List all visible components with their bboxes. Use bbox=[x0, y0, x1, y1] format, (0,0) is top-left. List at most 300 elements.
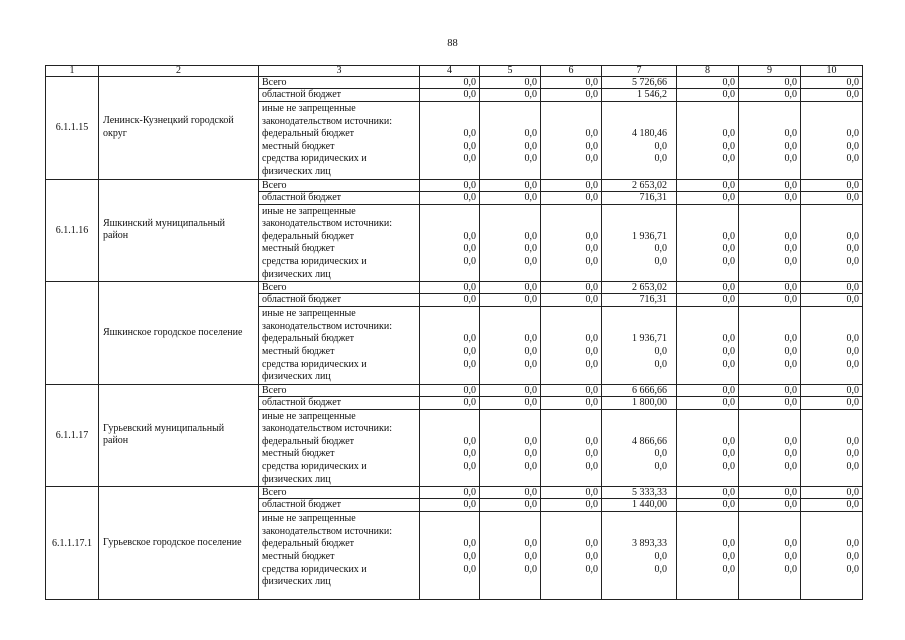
value-line: 0,0 bbox=[654, 358, 667, 370]
blank-line bbox=[602, 576, 667, 589]
value-cell-block bbox=[420, 409, 480, 487]
value-line: 0,0 bbox=[784, 551, 797, 563]
column-number: 6 bbox=[541, 66, 602, 77]
blank-line bbox=[677, 411, 735, 424]
value-cell: 0,0 bbox=[480, 294, 541, 307]
value-line: 0,0 bbox=[846, 551, 859, 563]
value-line: 0,0 bbox=[585, 230, 598, 242]
column-number: 7 bbox=[602, 66, 677, 77]
blank-line bbox=[420, 423, 476, 436]
value-line: 0,0 bbox=[784, 230, 797, 242]
value-cell-block bbox=[480, 204, 541, 282]
value-cell: 716,31 bbox=[602, 191, 677, 204]
value-line: 0,0 bbox=[585, 358, 598, 370]
value-line: 0,0 bbox=[585, 538, 598, 550]
column-number: 5 bbox=[480, 66, 541, 77]
value-cell: 0,0 bbox=[541, 499, 602, 512]
blank-line bbox=[801, 576, 859, 589]
value-cell-block bbox=[420, 102, 480, 180]
blank-line bbox=[480, 411, 537, 424]
value-line: 0,0 bbox=[784, 243, 797, 255]
value-cell-block bbox=[602, 307, 677, 385]
value-cell-block bbox=[739, 512, 801, 600]
value-line: 0,0 bbox=[463, 140, 476, 152]
group-name bbox=[99, 77, 259, 180]
value-line: 0,0 bbox=[846, 358, 859, 370]
row-label-line: местный бюджет bbox=[262, 140, 335, 152]
value-cell: 0,0 bbox=[480, 89, 541, 102]
blank-line bbox=[739, 423, 797, 436]
group-name-line: район bbox=[103, 230, 129, 242]
value-cell-block bbox=[677, 512, 739, 600]
blank-line bbox=[602, 103, 667, 116]
blank-line bbox=[801, 423, 859, 436]
value-line: 0,0 bbox=[524, 128, 537, 140]
blank-line bbox=[420, 206, 476, 219]
blank-line bbox=[480, 116, 537, 129]
blank-line bbox=[480, 269, 537, 282]
value-line: 0,0 bbox=[846, 461, 859, 473]
row-label-block bbox=[259, 204, 420, 282]
value-cell-block bbox=[541, 204, 602, 282]
value-cell: 0,0 bbox=[420, 179, 480, 191]
value-cell: 0,0 bbox=[541, 77, 602, 89]
value-line: 0,0 bbox=[846, 448, 859, 460]
group-name-line: Гурьевский муниципальный bbox=[103, 422, 225, 434]
value-cell: 0,0 bbox=[480, 384, 541, 396]
blank-line bbox=[677, 269, 735, 282]
group-name-line: Яшкинское городское поселение bbox=[103, 326, 243, 338]
value-cell: 0,0 bbox=[801, 89, 863, 102]
value-cell: 0,0 bbox=[480, 77, 541, 89]
blank-line bbox=[677, 166, 735, 179]
value-cell-block bbox=[541, 102, 602, 180]
group-name-line: Яшкинский муниципальный bbox=[103, 217, 226, 229]
row-label-line: местный бюджет bbox=[262, 448, 335, 460]
value-line: 0,0 bbox=[784, 461, 797, 473]
row-label-line: иные не запрещенные bbox=[262, 410, 356, 422]
value-line: 0,0 bbox=[463, 448, 476, 460]
row-label: Всего bbox=[259, 282, 420, 294]
blank-line bbox=[739, 218, 797, 231]
value-line: 0,0 bbox=[722, 538, 735, 550]
blank-line bbox=[602, 116, 667, 129]
blank-line bbox=[801, 474, 859, 487]
blank-line bbox=[420, 411, 476, 424]
value-cell-block bbox=[420, 512, 480, 600]
value-cell: 0,0 bbox=[677, 384, 739, 396]
row-label: Всего bbox=[259, 179, 420, 191]
column-number: 9 bbox=[739, 66, 801, 77]
value-line: 0,0 bbox=[846, 153, 859, 165]
column-number: 10 bbox=[801, 66, 863, 77]
row-label-line: федеральный бюджет bbox=[262, 538, 355, 550]
value-line: 0,0 bbox=[722, 435, 735, 447]
value-cell: 1 800,00 bbox=[602, 396, 677, 409]
blank-line bbox=[602, 218, 667, 231]
value-cell: 0,0 bbox=[541, 384, 602, 396]
blank-line bbox=[801, 206, 859, 219]
value-cell: 0,0 bbox=[739, 191, 801, 204]
value-cell: 0,0 bbox=[420, 282, 480, 294]
value-cell: 0,0 bbox=[541, 89, 602, 102]
value-line: 0,0 bbox=[524, 140, 537, 152]
value-line: 0,0 bbox=[846, 243, 859, 255]
row-label-line: физических лиц bbox=[262, 371, 331, 383]
value-line: 0,0 bbox=[784, 345, 797, 357]
blank-line bbox=[739, 321, 797, 334]
blank-line bbox=[739, 474, 797, 487]
blank-line bbox=[541, 308, 598, 321]
row-label-line: средства юридических и bbox=[262, 358, 367, 370]
value-cell-block bbox=[480, 409, 541, 487]
value-cell: 0,0 bbox=[541, 487, 602, 499]
blank-line bbox=[739, 411, 797, 424]
row-label: Всего bbox=[259, 487, 420, 499]
blank-line bbox=[541, 103, 598, 116]
value-cell: 0,0 bbox=[420, 191, 480, 204]
blank-line bbox=[420, 103, 476, 116]
blank-line bbox=[602, 513, 667, 526]
value-line: 0,0 bbox=[784, 140, 797, 152]
column-number: 1 bbox=[46, 66, 99, 77]
value-cell: 0,0 bbox=[420, 294, 480, 307]
value-cell-block bbox=[420, 204, 480, 282]
value-line: 0,0 bbox=[463, 345, 476, 357]
row-label: областной бюджет bbox=[259, 191, 420, 204]
row-label-line: местный бюджет bbox=[262, 345, 335, 357]
value-line: 0,0 bbox=[722, 461, 735, 473]
blank-line bbox=[420, 474, 476, 487]
blank-line bbox=[677, 526, 735, 539]
column-number: 3 bbox=[259, 66, 420, 77]
table-row-total bbox=[46, 487, 863, 499]
blank-line bbox=[420, 308, 476, 321]
blank-line bbox=[541, 474, 598, 487]
blank-line bbox=[541, 526, 598, 539]
row-label-line: законодательством источники: bbox=[262, 423, 393, 435]
row-label-line: физических лиц bbox=[262, 165, 331, 177]
value-cell-block bbox=[602, 102, 677, 180]
blank-line bbox=[541, 116, 598, 129]
value-line: 0,0 bbox=[654, 140, 667, 152]
blank-line bbox=[602, 474, 667, 487]
value-line: 0,0 bbox=[585, 128, 598, 140]
value-line: 0,0 bbox=[784, 538, 797, 550]
blank-line bbox=[801, 269, 859, 282]
value-cell: 0,0 bbox=[677, 294, 739, 307]
row-label-line: федеральный бюджет bbox=[262, 128, 355, 140]
row-label-line: физических лиц bbox=[262, 576, 331, 588]
table-row-total bbox=[46, 282, 863, 294]
value-line: 0,0 bbox=[524, 448, 537, 460]
value-line: 1 936,71 bbox=[632, 230, 667, 242]
value-cell: 0,0 bbox=[739, 499, 801, 512]
blank-line bbox=[739, 513, 797, 526]
blank-line bbox=[541, 206, 598, 219]
value-cell: 0,0 bbox=[480, 191, 541, 204]
blank-line bbox=[602, 526, 667, 539]
value-cell: 6 666,66 bbox=[602, 384, 677, 396]
value-line: 0,0 bbox=[524, 255, 537, 267]
value-cell: 0,0 bbox=[739, 294, 801, 307]
table-row-total bbox=[46, 384, 863, 396]
blank-line bbox=[420, 513, 476, 526]
value-cell-block bbox=[677, 102, 739, 180]
row-label: областной бюджет bbox=[259, 499, 420, 512]
blank-line bbox=[480, 321, 537, 334]
value-line: 0,0 bbox=[846, 435, 859, 447]
blank-line bbox=[602, 321, 667, 334]
row-label-line: местный бюджет bbox=[262, 243, 335, 255]
value-cell-block bbox=[480, 307, 541, 385]
row-label: областной бюджет bbox=[259, 294, 420, 307]
row-label: областной бюджет bbox=[259, 89, 420, 102]
value-line: 0,0 bbox=[585, 563, 598, 575]
row-label-line: средства юридических и bbox=[262, 461, 367, 473]
value-cell-block bbox=[801, 102, 863, 180]
value-cell: 0,0 bbox=[541, 294, 602, 307]
group-code: 6.1.1.17 bbox=[46, 384, 99, 487]
row-label-line: иные не запрещенные bbox=[262, 205, 356, 217]
blank-line bbox=[677, 576, 735, 589]
value-line: 0,0 bbox=[585, 243, 598, 255]
blank-line bbox=[801, 526, 859, 539]
value-cell: 0,0 bbox=[420, 89, 480, 102]
value-cell: 0,0 bbox=[677, 282, 739, 294]
value-line: 0,0 bbox=[463, 255, 476, 267]
blank-line bbox=[739, 166, 797, 179]
value-cell: 0,0 bbox=[801, 487, 863, 499]
value-line: 0,0 bbox=[585, 448, 598, 460]
blank-line bbox=[420, 166, 476, 179]
value-line: 0,0 bbox=[654, 255, 667, 267]
blank-line bbox=[480, 308, 537, 321]
value-line: 0,0 bbox=[463, 153, 476, 165]
value-line: 0,0 bbox=[846, 345, 859, 357]
group-name bbox=[99, 179, 259, 282]
value-cell: 0,0 bbox=[541, 179, 602, 191]
value-cell: 0,0 bbox=[677, 191, 739, 204]
row-label-line: законодательством источники: bbox=[262, 115, 393, 127]
value-cell: 0,0 bbox=[677, 89, 739, 102]
value-cell: 5 726,66 bbox=[602, 77, 677, 89]
value-cell: 0,0 bbox=[739, 487, 801, 499]
table-row-total bbox=[46, 179, 863, 191]
value-cell: 0,0 bbox=[480, 487, 541, 499]
value-line: 0,0 bbox=[722, 128, 735, 140]
blank-line bbox=[541, 423, 598, 436]
value-line: 0,0 bbox=[722, 448, 735, 460]
blank-line bbox=[677, 474, 735, 487]
value-line: 0,0 bbox=[722, 243, 735, 255]
group-name-line: Ленинск-Кузнецкий городской bbox=[103, 115, 234, 127]
blank-line bbox=[602, 371, 667, 384]
row-label-block bbox=[259, 409, 420, 487]
blank-line bbox=[420, 269, 476, 282]
value-line: 0,0 bbox=[463, 461, 476, 473]
value-cell: 2 653,02 bbox=[602, 282, 677, 294]
blank-line bbox=[739, 308, 797, 321]
value-line: 0,0 bbox=[722, 345, 735, 357]
group-name bbox=[99, 282, 259, 385]
blank-line bbox=[541, 321, 598, 334]
value-line: 0,0 bbox=[524, 333, 537, 345]
group-code bbox=[46, 282, 99, 385]
blank-line bbox=[801, 371, 859, 384]
blank-line bbox=[480, 371, 537, 384]
value-cell: 0,0 bbox=[677, 396, 739, 409]
value-line: 0,0 bbox=[784, 128, 797, 140]
row-label-line: физических лиц bbox=[262, 268, 331, 280]
blank-line bbox=[602, 166, 667, 179]
blank-line bbox=[602, 269, 667, 282]
row-label-line: законодательством источники: bbox=[262, 525, 393, 537]
value-line: 0,0 bbox=[722, 230, 735, 242]
page-number: 88 bbox=[447, 38, 458, 49]
value-line: 0,0 bbox=[784, 358, 797, 370]
value-line: 0,0 bbox=[463, 435, 476, 447]
group-name bbox=[99, 487, 259, 600]
value-line: 0,0 bbox=[654, 448, 667, 460]
value-line: 0,0 bbox=[524, 551, 537, 563]
value-line: 1 936,71 bbox=[632, 333, 667, 345]
value-line: 0,0 bbox=[654, 345, 667, 357]
value-line: 0,0 bbox=[524, 358, 537, 370]
blank-line bbox=[739, 206, 797, 219]
blank-line bbox=[541, 371, 598, 384]
blank-line bbox=[801, 513, 859, 526]
blank-line bbox=[801, 218, 859, 231]
value-line: 0,0 bbox=[585, 461, 598, 473]
blank-line bbox=[801, 116, 859, 129]
table-row-total bbox=[46, 77, 863, 89]
row-label-block bbox=[259, 102, 420, 180]
value-cell-block bbox=[739, 102, 801, 180]
blank-line bbox=[602, 411, 667, 424]
value-line: 0,0 bbox=[654, 243, 667, 255]
value-cell-block bbox=[739, 307, 801, 385]
value-line: 0,0 bbox=[585, 255, 598, 267]
blank-line bbox=[480, 513, 537, 526]
value-cell: 0,0 bbox=[420, 384, 480, 396]
value-line: 0,0 bbox=[654, 563, 667, 575]
value-cell: 1 440,00 bbox=[602, 499, 677, 512]
value-line: 0,0 bbox=[722, 551, 735, 563]
value-cell: 0,0 bbox=[801, 191, 863, 204]
value-line: 0,0 bbox=[463, 243, 476, 255]
blank-line bbox=[739, 371, 797, 384]
value-cell: 0,0 bbox=[541, 282, 602, 294]
value-line: 0,0 bbox=[463, 128, 476, 140]
row-label-block bbox=[259, 512, 420, 600]
blank-line bbox=[541, 218, 598, 231]
row-label-line: местный бюджет bbox=[262, 551, 335, 563]
value-cell: 0,0 bbox=[420, 487, 480, 499]
value-cell: 0,0 bbox=[801, 384, 863, 396]
row-label-line: федеральный бюджет bbox=[262, 230, 355, 242]
value-line: 0,0 bbox=[654, 461, 667, 473]
blank-line bbox=[801, 321, 859, 334]
value-line: 0,0 bbox=[784, 563, 797, 575]
group-name-line: Гурьевское городское поселение bbox=[103, 536, 242, 548]
value-line: 0,0 bbox=[654, 153, 667, 165]
value-line: 0,0 bbox=[846, 333, 859, 345]
value-line: 0,0 bbox=[585, 333, 598, 345]
value-cell-block bbox=[739, 204, 801, 282]
value-cell: 0,0 bbox=[801, 282, 863, 294]
blank-line bbox=[420, 576, 476, 589]
value-line: 0,0 bbox=[524, 153, 537, 165]
value-cell: 2 653,02 bbox=[602, 179, 677, 191]
blank-line bbox=[677, 218, 735, 231]
blank-line bbox=[677, 103, 735, 116]
value-cell: 0,0 bbox=[801, 396, 863, 409]
blank-line bbox=[420, 218, 476, 231]
value-line: 4 866,66 bbox=[632, 435, 667, 447]
value-line: 0,0 bbox=[524, 563, 537, 575]
value-cell: 0,0 bbox=[420, 499, 480, 512]
blank-line bbox=[677, 371, 735, 384]
blank-line bbox=[480, 526, 537, 539]
blank-line bbox=[801, 103, 859, 116]
blank-line bbox=[541, 411, 598, 424]
blank-line bbox=[420, 371, 476, 384]
column-number: 4 bbox=[420, 66, 480, 77]
value-cell-block bbox=[541, 307, 602, 385]
value-line: 0,0 bbox=[585, 435, 598, 447]
value-cell: 0,0 bbox=[480, 396, 541, 409]
blank-line bbox=[677, 513, 735, 526]
value-cell: 0,0 bbox=[420, 396, 480, 409]
value-cell: 0,0 bbox=[801, 294, 863, 307]
value-cell-block bbox=[602, 512, 677, 600]
blank-line bbox=[739, 576, 797, 589]
blank-line bbox=[677, 321, 735, 334]
value-line: 0,0 bbox=[524, 230, 537, 242]
value-cell: 0,0 bbox=[739, 396, 801, 409]
value-line: 0,0 bbox=[463, 538, 476, 550]
value-line: 0,0 bbox=[463, 551, 476, 563]
blank-line bbox=[739, 103, 797, 116]
value-line: 0,0 bbox=[784, 435, 797, 447]
blank-line bbox=[541, 576, 598, 589]
value-cell: 0,0 bbox=[480, 282, 541, 294]
blank-line bbox=[602, 423, 667, 436]
blank-line bbox=[480, 103, 537, 116]
value-line: 0,0 bbox=[722, 255, 735, 267]
blank-line bbox=[541, 269, 598, 282]
blank-line bbox=[677, 423, 735, 436]
value-cell: 0,0 bbox=[420, 77, 480, 89]
value-line: 0,0 bbox=[524, 538, 537, 550]
blank-line bbox=[541, 166, 598, 179]
blank-line bbox=[801, 411, 859, 424]
blank-line bbox=[801, 308, 859, 321]
row-label-line: средства юридических и bbox=[262, 153, 367, 165]
blank-line bbox=[541, 513, 598, 526]
blank-line bbox=[480, 423, 537, 436]
row-label-line: федеральный бюджет bbox=[262, 333, 355, 345]
row-label-line: средства юридических и bbox=[262, 563, 367, 575]
blank-line bbox=[739, 116, 797, 129]
value-cell: 0,0 bbox=[677, 499, 739, 512]
blank-line bbox=[480, 166, 537, 179]
value-line: 0,0 bbox=[784, 448, 797, 460]
value-line: 0,0 bbox=[722, 140, 735, 152]
value-line: 0,0 bbox=[463, 230, 476, 242]
value-cell: 0,0 bbox=[677, 487, 739, 499]
